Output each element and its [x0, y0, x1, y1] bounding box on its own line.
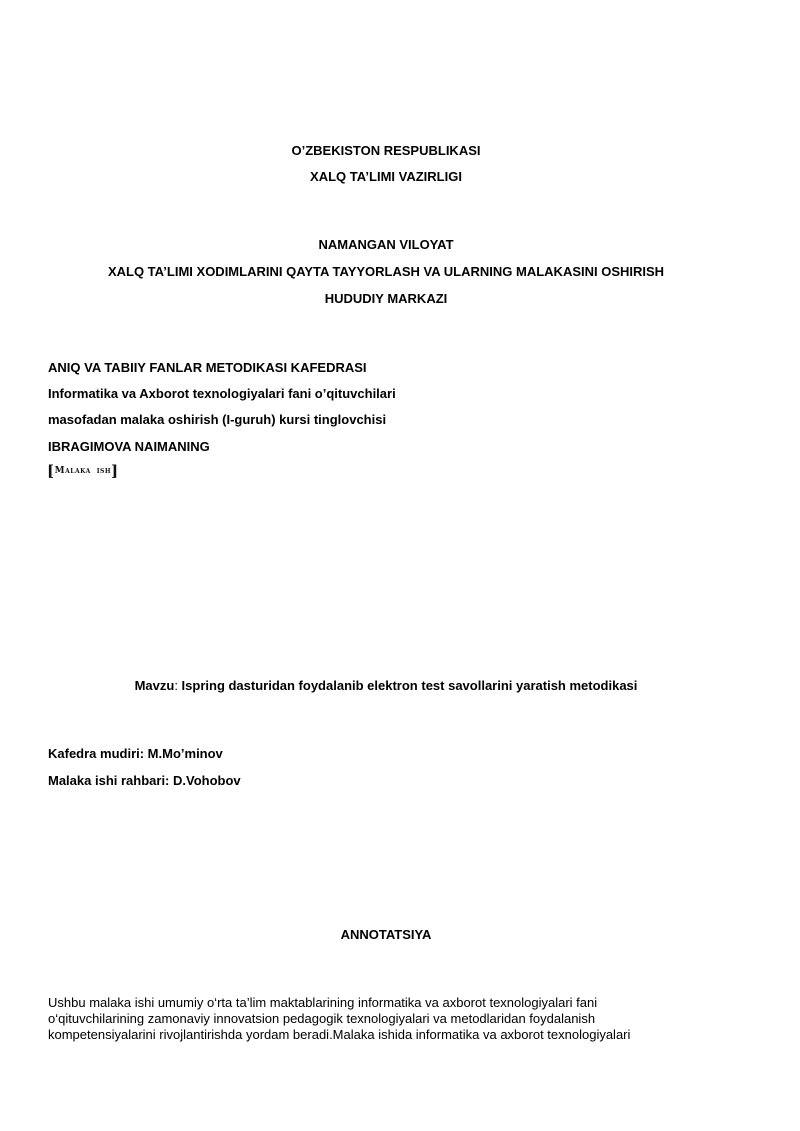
annotation-heading: ANNOTATSIYA [340, 927, 432, 942]
topic-title: Ispring dasturidan foydalanib elektron test savollarini yaratish metodikasi [181, 678, 638, 693]
stamp-right-bracket-icon: ] [111, 462, 119, 480]
supervisor: Malaka ishi rahbari: D.Vohobov [48, 773, 241, 788]
topic-label: Mavzu [134, 678, 175, 693]
malaka-ishi-stamp [47, 464, 119, 478]
head-of-department: Kafedra mudiri: M.Mo’minov [48, 746, 223, 761]
author-name: IBRAGIMOVA NAIMANING [48, 439, 210, 454]
course-line-2: masofadan malaka oshirish (I-guruh) kursi tinglovchisi [48, 412, 387, 427]
course-line-1: Informatika va Axborot texnologiyalari fani o’qituvchilari [48, 386, 396, 401]
annotation-paragraph [48, 995, 748, 1043]
region-title: NAMANGAN VILOYAT [318, 237, 454, 252]
institute-title-line1: XALQ TA’LIMI XODIMLARINI QAYTA TAYYORLASH VA ULARNING MALAKASINI OSHIRISH [107, 264, 665, 279]
institute-title-line2: HUDUDIY MARKAZI [324, 291, 448, 306]
annotation-line: Ushbu malaka ishi umumiy o‘rta ta’lim maktablarining informatika va axborot texnologiyalari fani [48, 995, 598, 1010]
stamp-left-bracket-icon: [ [47, 462, 55, 480]
annotation-line: kompetensiyalarini rivojlantirishda yordam beradi.Malaka ishida informatika va axborot texnologiyalari [48, 1027, 631, 1042]
stamp-word-1: Malaka [54, 466, 91, 476]
topic-line [0, 678, 772, 694]
department-name: ANIQ VA TABIIY FANLAR METODIKASI KAFEDRASI [48, 360, 367, 375]
republic-title: O’ZBEKISTON RESPUBLIKASI [291, 143, 481, 158]
ministry-title: XALQ TA’LIMI VAZIRLIGI [310, 169, 462, 184]
topic-separator: : [174, 678, 182, 693]
annotation-line: o‘qituvchilarining zamonaviy innovatsion pedagogik texnologiyalari va metodlaridan foydalanish [48, 1011, 596, 1026]
stamp-word-2: ish [96, 466, 112, 476]
